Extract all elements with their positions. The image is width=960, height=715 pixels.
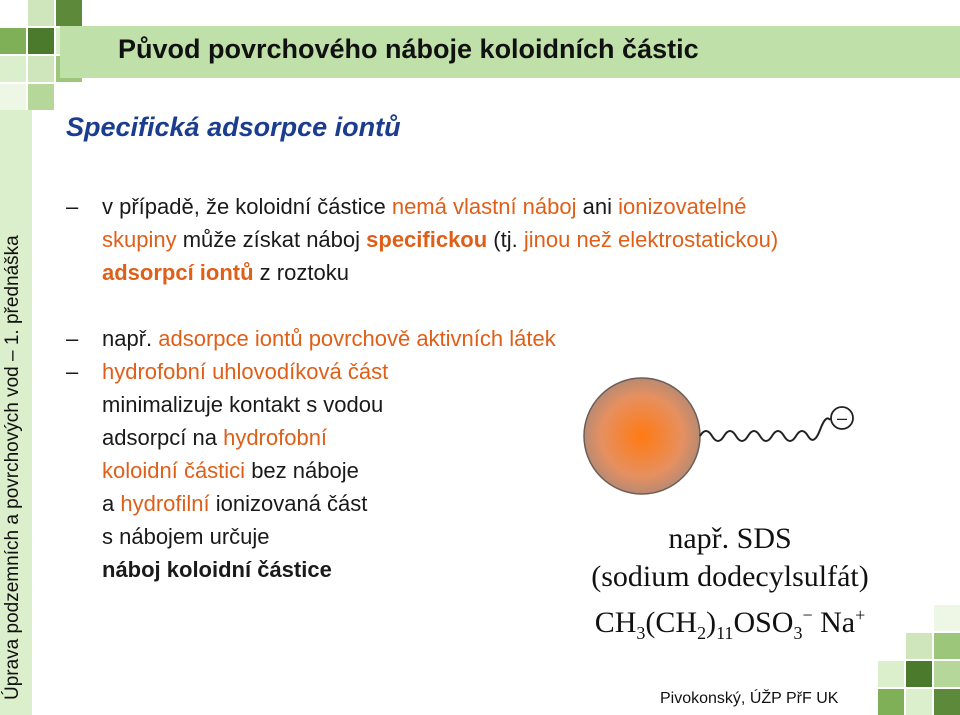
sds-chemical-formula: $CH_3(CH_2)_{11}OSO_3^-$ Na+ (594, 605, 866, 643)
side-lecture-label: Úprava podzemních a povrchových vod – 1. přednáška (2, 235, 23, 700)
paragraph-sds-example: – např. adsorpce iontů povrchově aktivních látek – hydrofobní uhlovodíková část minimalizuje kontakt s vodou adsorpcí na hydrofobní koloidní částici bez náboje a hydrofilní ionizovaná část s nábojem určuje náboj koloidní částice (66, 326, 556, 582)
paragraph-specific-adsorption: – v případě, že koloidní částice nemá vlastní náboj ani ionizovatelné skupiny může získat náboj specifickou (tj. jinou než elektrostatickou) adsorpcí iontů z roztoku (66, 194, 779, 285)
formula-compound-name: (sodium dodecylsulfát) (591, 560, 869, 593)
formula-example-label: např. SDS (668, 522, 792, 555)
negative-charge-symbol: – (836, 408, 848, 428)
surfactant-particle-illustration (580, 372, 880, 512)
hydrocarbon-chain (700, 418, 830, 441)
footer-author: Pivokonský, ÚŽP PřF UK (660, 690, 839, 707)
slide-subtitle: Specifická adsorpce iontů (66, 112, 401, 142)
colloid-particle (584, 378, 700, 494)
slide-title: Původ povrchového náboje koloidních částic (118, 34, 699, 64)
corner-squares-bottom-right (850, 605, 960, 715)
